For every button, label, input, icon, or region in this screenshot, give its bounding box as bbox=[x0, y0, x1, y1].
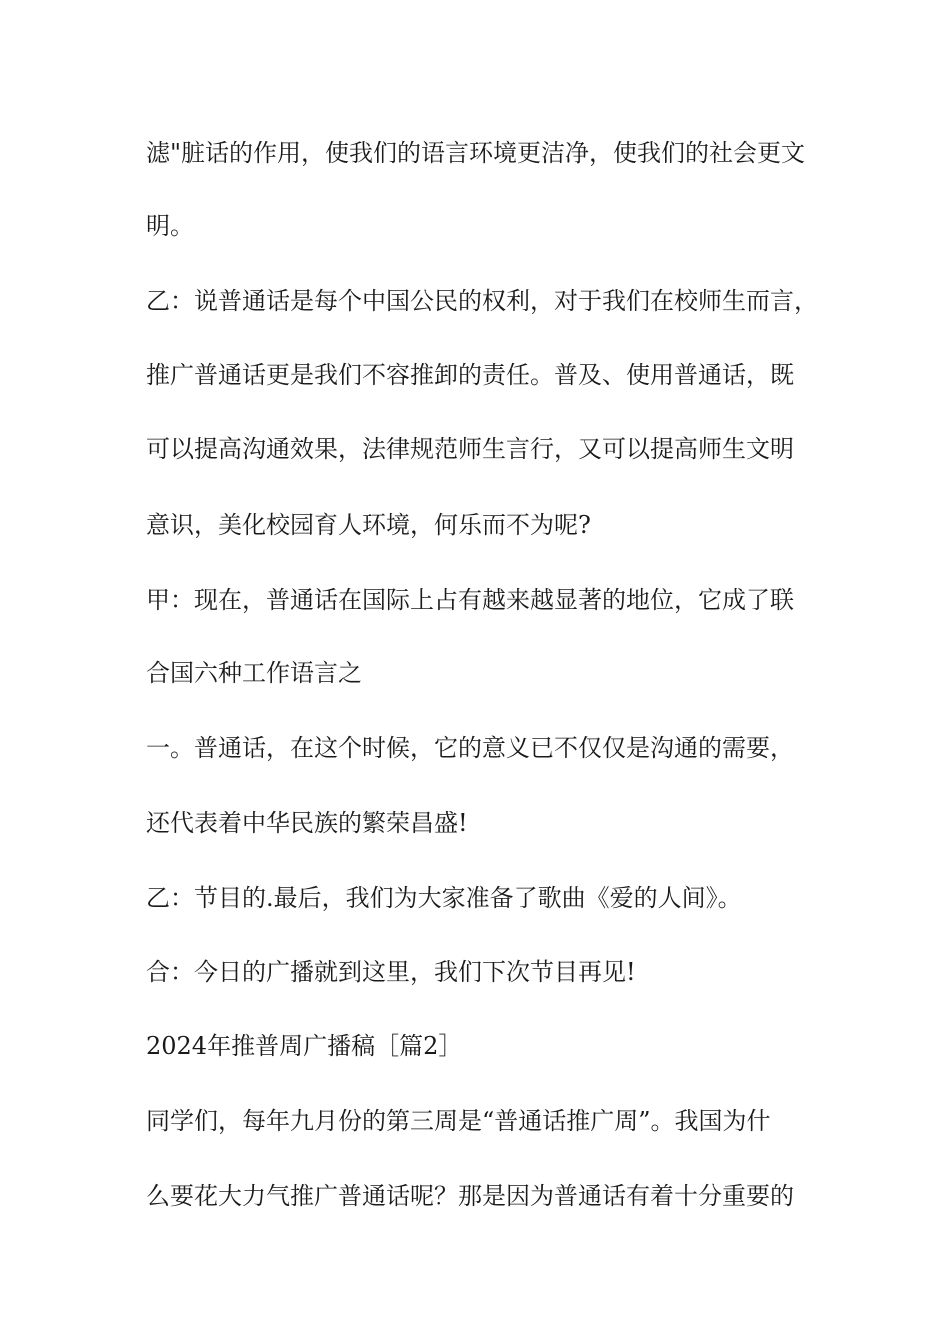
text-line: 乙：说普通话是每个中国公民的权利，对于我们在校师生而言， bbox=[146, 287, 818, 315]
text-line: 合：今日的广播就到这里，我们下次节目再见! bbox=[146, 958, 636, 986]
text-line: 还代表着中华民族的繁荣昌盛! bbox=[146, 809, 468, 837]
text-line: 滤"脏话的作用，使我们的语言环境更洁净，使我们的社会更文 bbox=[146, 139, 806, 167]
text-line: 同学们，每年九月份的第三周是“普通话推广周”。我国为什 bbox=[146, 1107, 771, 1135]
section-heading: 2024年推普周广播稿［篇2］ bbox=[146, 1032, 463, 1060]
text-line: 乙：节目的.最后，我们为大家准备了歌曲《爱的人间》。 bbox=[146, 884, 742, 912]
text-line: 甲：现在，普通话在国际上占有越来越显著的地位，它成了联 bbox=[146, 586, 794, 614]
text-line: 可以提高沟通效果，法律规范师生言行，又可以提高师生文明 bbox=[146, 435, 794, 463]
text-line: 推广普通话更是我们不容推卸的责任。普及、使用普通话，既 bbox=[146, 361, 794, 389]
text-line: 明。 bbox=[146, 212, 194, 240]
text-line: 一。普通话，在这个时候，它的意义已不仅仅是沟通的需要， bbox=[146, 734, 794, 762]
text-line: 么要花大力气推广普通话呢？那是因为普通话有着十分重要的 bbox=[146, 1182, 794, 1210]
text-line: 意识，美化校园育人环境，何乐而不为呢? bbox=[146, 511, 591, 539]
text-line: 合国六种工作语言之 bbox=[146, 659, 362, 687]
